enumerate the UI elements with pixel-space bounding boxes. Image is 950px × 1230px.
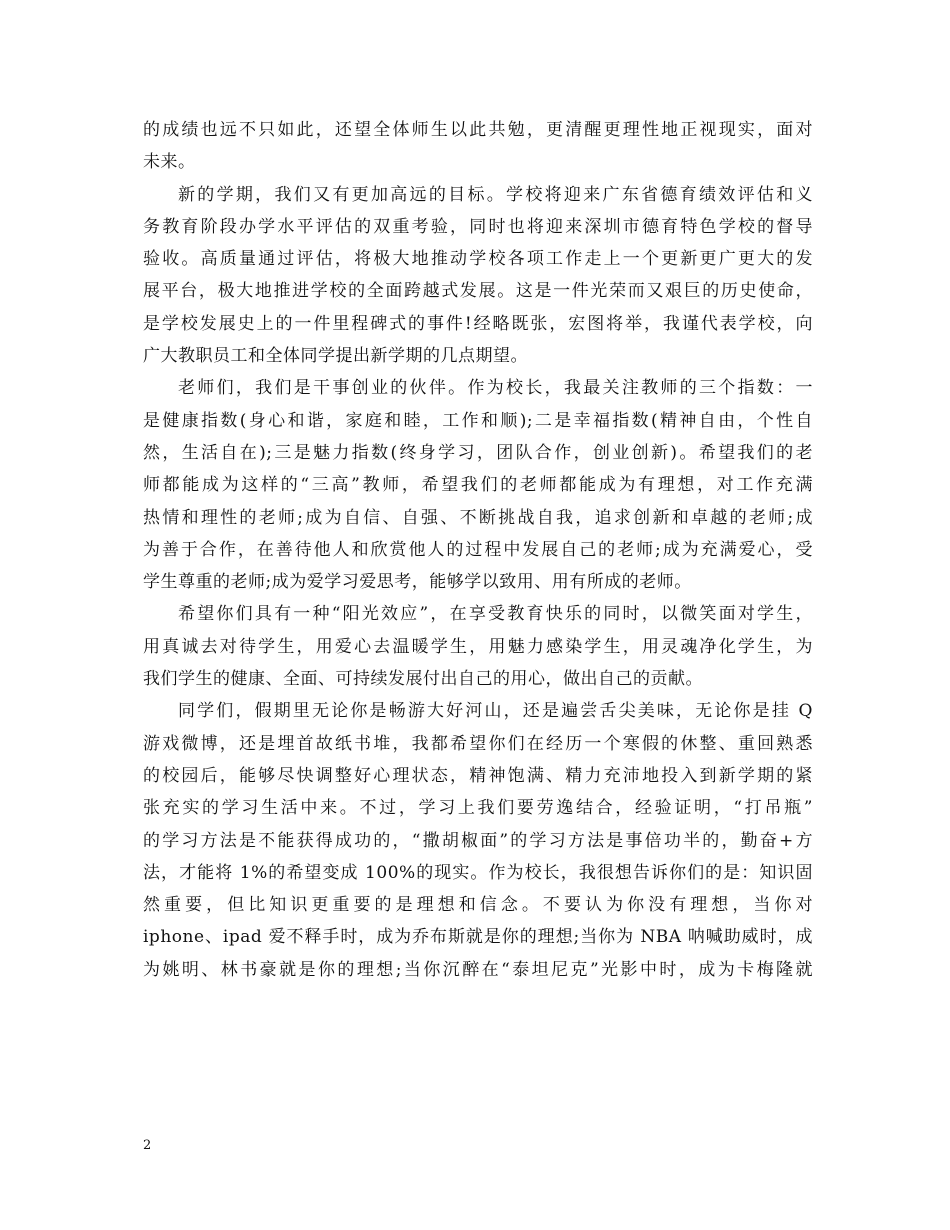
text-line: 法，才能将 1%的希望变成 100%的现实。作为校长，我很想告诉你们的是：知识固 [143, 862, 813, 883]
text-line: 是健康指数(身心和谐，家庭和睦，工作和顺);二是幸福指数(精神自由，个性自 [143, 410, 813, 431]
text-line: 的学习方法是不能获得成功的，“撒胡椒面”的学习方法是事倍功半的，勤奋+方 [143, 830, 813, 851]
text-line: 同学们，假期里无论你是畅游大好河山，还是遍尝舌尖美味，无论你是挂 Q [178, 701, 813, 722]
text-line: 然重要，但比知识更重要的是理想和信念。不要认为你没有理想，当你对 [143, 895, 813, 916]
text-line: 新的学期，我们又有更加高远的目标。学校将迎来广东省德育绩效评估和义 [178, 184, 813, 205]
text-line: iphone、ipad 爱不释手时，成为乔布斯就是你的理想;当你为 NBA 呐喊助威时，成 [143, 927, 813, 948]
text-line: 老师们，我们是干事创业的伙伴。作为校长，我最关注教师的三个指数：一 [178, 378, 813, 399]
text-line: 广大教职员工和全体同学提出新学期的几点期望。 [143, 346, 528, 367]
text-line: 未来。 [143, 152, 196, 173]
text-line: 是学校发展史上的一件里程碑式的事件!经略既张，宏图将举，我谨代表学校，向 [143, 313, 813, 334]
text-line: 我们学生的健康、全面、可持续发展付出自己的用心，做出自己的贡献。 [143, 669, 703, 690]
text-line: 张充实的学习生活中来。不过，学习上我们要劳逸结合，经验证明，“打吊瓶” [143, 798, 813, 819]
text-line: 然，生活自在);三是魅力指数(终身学习，团队合作，创业创新)。希望我们的老 [143, 442, 813, 463]
text-line: 学生尊重的老师;成为爱学习爱思考，能够学以致用、用有所成的老师。 [143, 572, 692, 593]
page-number: 2 [143, 1138, 152, 1153]
text-line: 希望你们具有一种“阳光效应”，在享受教育快乐的同时，以微笑面对学生， [178, 604, 813, 625]
text-line: 务教育阶段办学水平评估的双重考验，同时也将迎来深圳市德育特色学校的督导 [143, 216, 813, 237]
text-line: 为善于合作，在善待他人和欣赏他人的过程中发展自己的老师;成为充满爱心，受 [143, 539, 813, 560]
body-text [143, 114, 813, 986]
text-line: 用真诚去对待学生，用爱心去温暖学生，用魅力感染学生，用灵魂净化学生，为 [143, 636, 813, 657]
text-line: 热情和理性的老师;成为自信、自强、不断挑战自我，追求创新和卓越的老师;成 [143, 507, 813, 528]
text-line: 验收。高质量通过评估，将极大地推动学校各项工作走上一个更新更广更大的发 [143, 249, 813, 270]
text-line: 师都能成为这样的“三高”教师，希望我们的老师都能成为有理想，对工作充满 [143, 475, 813, 496]
text-line: 的校园后，能够尽快调整好心理状态，精神饱满、精力充沛地投入到新学期的紧 [143, 765, 813, 786]
text-line: 的成绩也远不只如此，还望全体师生以此共勉，更清醒更理性地正视现实，面对 [143, 120, 813, 140]
text-line: 游戏微博，还是埋首故纸书堆，我都希望你们在经历一个寒假的休整、重回熟悉 [143, 733, 813, 754]
text-line: 为姚明、林书豪就是你的理想;当你沉醉在“泰坦尼克”光影中时，成为卡梅隆就 [143, 959, 813, 980]
text-line: 展平台，极大地推进学校的全面跨越式发展。这是一件光荣而又艰巨的历史使命， [143, 281, 813, 302]
